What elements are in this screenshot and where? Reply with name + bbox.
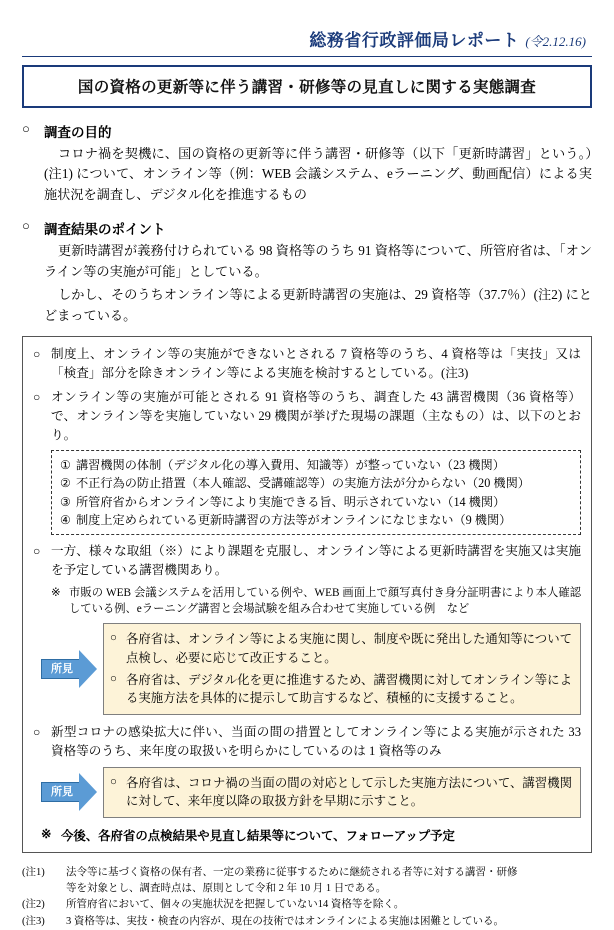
list-item bbox=[60, 474, 572, 493]
circle-marker-icon: ○ bbox=[33, 724, 41, 739]
report-header bbox=[22, 26, 592, 51]
section-purpose bbox=[22, 121, 592, 205]
issue-number: ③ bbox=[60, 494, 71, 509]
section-results-head bbox=[22, 218, 592, 238]
issue-number: ④ bbox=[60, 513, 71, 528]
section-purpose-head bbox=[22, 121, 592, 141]
footnotes bbox=[22, 865, 592, 930]
footnote-label: (注2) bbox=[22, 899, 45, 911]
footnote-label: (注3) bbox=[22, 916, 45, 928]
panel-bullet-4-text: 新型コロナの感染拡大に伴い、当面の間の措置としてオンライン等による実施が示された 33 資格等のうち、来年度の取扱いを明らかにしているのは 1 資格等のみ bbox=[51, 724, 581, 758]
section-results-line2: しかし、そのうちオンライン等による更新時講習の実施は、29 資格等（37.7％）(注2) にとどまっている。 bbox=[44, 287, 592, 323]
finding-block-1 bbox=[41, 623, 581, 714]
header-divider bbox=[22, 56, 592, 57]
panel-bullet-4 bbox=[33, 723, 581, 761]
arrow-icon bbox=[41, 773, 99, 811]
footnote bbox=[22, 914, 592, 930]
panel-bullet-2-text: オンライン等の実施が可能とされる 91 資格等のうち、調査した 43 講習機関（36 資格等）で、オンライン等を実施していない 29 機関が挙げた現場の課題（主なもの）は、以下のとおり。 bbox=[51, 389, 581, 442]
issue-text: 所管府省からオンライン等により実施できる旨、明示されていない（14 機関） bbox=[76, 494, 506, 509]
finding-item-text: 各府省は、コロナ禍の当面の間の対応として示した実施方法について、講習機関に対して、来年度以降の取扱方針を早期に示すこと。 bbox=[126, 775, 572, 809]
panel-followup bbox=[41, 826, 581, 844]
footnote-text-cont: 等を対象とし、調査時点は、原則として令和 2 年 10 月 1 日である。 bbox=[66, 882, 387, 894]
asterisk-marker-icon: ※ bbox=[41, 826, 52, 841]
list-item bbox=[60, 493, 572, 512]
finding-item bbox=[110, 774, 572, 811]
circle-marker-icon: ○ bbox=[110, 775, 117, 788]
circle-marker-icon: ○ bbox=[33, 389, 41, 404]
footnote bbox=[22, 897, 592, 913]
panel-bullet-1 bbox=[33, 345, 581, 383]
finding-box-1 bbox=[103, 623, 581, 714]
panel-bullet-3 bbox=[33, 542, 581, 580]
circle-marker-icon: ○ bbox=[110, 632, 117, 645]
section-purpose-body: コロナ禍を契機に、国の資格の更新等に伴う講習・研修等（以下「更新時講習」という。）(注1) について、オンライン等（例：WEB 会議システム、eラーニング、動画配信）による実施状況を調査し、デジタル化を推進するもの bbox=[44, 146, 592, 202]
finding-tag-label: 所見 bbox=[51, 786, 73, 799]
panel-note bbox=[51, 585, 581, 618]
footnote-text: 法令等に基づく資格の保有者、一定の業務に従事するために継続される者等に対する講習・研修 bbox=[66, 866, 518, 878]
list-item bbox=[60, 511, 572, 530]
arrow-head bbox=[79, 650, 97, 688]
issue-number: ② bbox=[60, 476, 71, 491]
footnote-label: (注1) bbox=[22, 866, 45, 878]
issue-text: 講習機関の体制（デジタル化の導入費用、知識等）が整っていない（23 機関） bbox=[76, 457, 505, 472]
footnote-text: 3 資格等は、実技・検査の内容が、現在の技術ではオンラインによる実施は困難としている。 bbox=[66, 916, 505, 928]
panel-followup-text: 今後、各府省の点検結果や見直し結果等について、フォローアップ予定 bbox=[61, 828, 455, 843]
section-results-line1: 更新時講習が義務付けられている 98 資格等のうち 91 資格等について、所管府省は、「オンライン等の実施が可能」としている。 bbox=[44, 243, 592, 279]
panel-bullet-3-text: 一方、様々な取組（※）により課題を克服し、オンライン等による更新時講習を実施又は実施を予定している講習機関あり。 bbox=[51, 543, 581, 577]
finding-box-2 bbox=[103, 767, 581, 818]
asterisk-marker-icon: ※ bbox=[51, 586, 61, 599]
section-results-heading: 調査結果のポイント bbox=[44, 222, 166, 238]
section-purpose-heading: 調査の目的 bbox=[44, 125, 112, 140]
issue-text: 不正行為の防止措置（本人確認、受講確認等）の実施方法が分からない（20 機関） bbox=[76, 476, 530, 491]
circle-marker-icon: ○ bbox=[33, 543, 41, 558]
circle-marker-icon: ○ bbox=[33, 347, 41, 362]
panel-bullet-1-text: 制度上、オンライン等の実施ができないとされる 7 資格等のうち、4 資格等は「実技」又は「検査」部分を除きオンライン等による実施を検討するとしている。(注3) bbox=[51, 347, 581, 381]
arrow-icon bbox=[41, 650, 99, 688]
document-title-box bbox=[22, 65, 592, 108]
finding-item-text: 各府省は、オンライン等による実施に関し、制度や既に発出した通知等について点検し、必要に応じて改正すること。 bbox=[126, 632, 572, 665]
circle-marker-icon: ○ bbox=[22, 218, 30, 234]
report-header-date: (令2.12.16) bbox=[525, 34, 586, 49]
report-header-title: 総務省行政評価局レポート bbox=[309, 31, 520, 50]
circle-marker-icon: ○ bbox=[110, 672, 117, 685]
issue-text: 制度上定められている更新時講習の方法等がオンラインになじまない（9 機関） bbox=[76, 513, 512, 528]
section-results bbox=[22, 218, 592, 326]
issue-list bbox=[51, 450, 581, 535]
arrow-head bbox=[79, 773, 97, 811]
finding-item-text: 各府省は、デジタル化を更に推進するため、講習機関に対してオンライン等による実施方法を具体的に提示して助言するなど、積極的に支援すること。 bbox=[126, 672, 572, 706]
finding-tag-2 bbox=[41, 767, 103, 818]
panel-bullet-2 bbox=[33, 388, 581, 445]
issue-number: ① bbox=[60, 457, 71, 472]
finding-item bbox=[110, 630, 572, 667]
finding-item bbox=[110, 671, 572, 708]
circle-marker-icon: ○ bbox=[22, 121, 30, 136]
finding-tag-1 bbox=[41, 623, 103, 714]
panel-note-text: 市販の WEB 会議システムを活用している例や、WEB 画面上で顔写真付き身分証明書により本人確認している例、eラーニング講習と会場試験を組み合わせて実施している例 など bbox=[69, 586, 581, 615]
finding-block-2 bbox=[41, 767, 581, 818]
finding-tag-label: 所見 bbox=[51, 663, 73, 676]
footnote-text: 所管府省において、個々の実施状況を把握していない14 資格等を除く。 bbox=[66, 899, 405, 911]
document-title: 国の資格の更新等に伴う講習・研修等の見直しに関する実態調査 bbox=[77, 79, 537, 96]
footnote bbox=[22, 865, 592, 897]
list-item bbox=[60, 456, 572, 475]
findings-panel bbox=[22, 336, 592, 853]
